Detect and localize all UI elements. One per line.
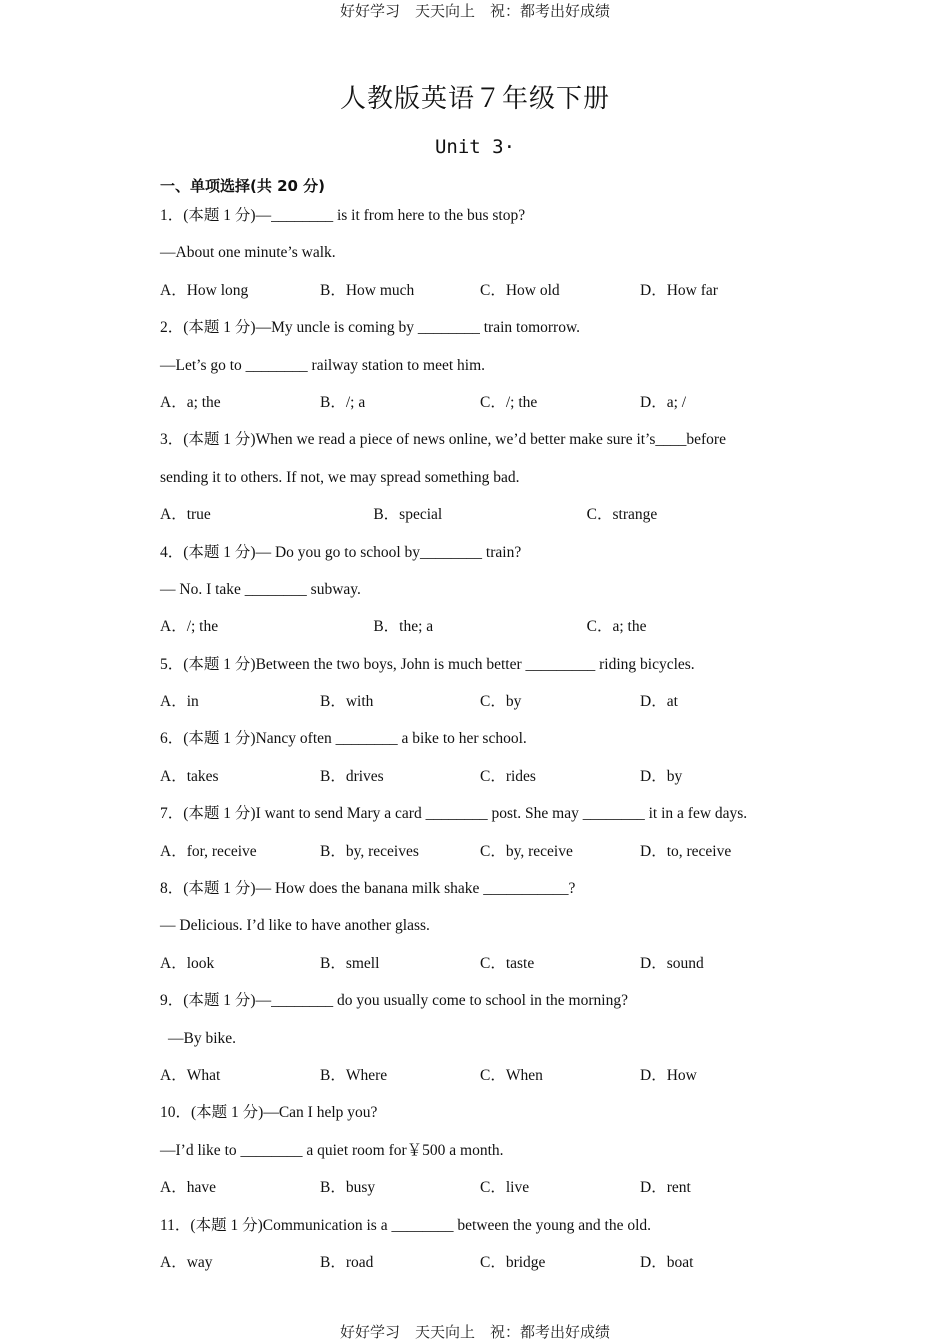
option-a: A．a; the: [160, 393, 221, 411]
option-c: C．/; the: [480, 393, 538, 411]
question-9: [160, 989, 800, 1101]
option-d: D．rent: [640, 1179, 691, 1197]
question-list: [160, 204, 800, 1288]
option-row: [160, 1176, 800, 1213]
question-text: —Let’s go to ________ railway station to meet him.: [160, 356, 486, 374]
question-text: 5．(本题 1 分)Between the two boys, John is much better _________ riding bicycles.: [160, 655, 695, 673]
page-footer: 好好学习 天天向上 祝：都考出好成绩: [339, 1323, 610, 1341]
document-title: 人教版英语７年级下册: [339, 84, 610, 114]
option-row: [160, 391, 800, 428]
question-2: [160, 316, 800, 428]
option-d: D．at: [640, 693, 678, 711]
option-b: B．by, receives: [320, 842, 419, 860]
question-text: 9．(本题 1 分)—________ do you usually come to school in the morning?: [160, 992, 628, 1010]
question-text: 4．(本题 1 分)— Do you go to school by________ train?: [160, 543, 522, 561]
option-row: [160, 690, 800, 727]
option-d: D．boat: [640, 1253, 694, 1271]
option-c: C．rides: [480, 767, 536, 785]
unit-subtitle: Unit 3·: [434, 136, 516, 158]
option-row: [160, 765, 800, 802]
question-text: 8．(本题 1 分)— How does the banana milk shake ___________?: [160, 880, 576, 898]
option-d: D．a; /: [640, 393, 687, 411]
option-b: B．busy: [320, 1179, 376, 1197]
option-b: B．with: [320, 693, 374, 711]
page-header: 好好学习 天天向上 祝：都考出好成绩: [339, 2, 610, 20]
question-text: 7．(本题 1 分)I want to send Mary a card ________ post. She may ________ it in a few days.: [160, 805, 748, 823]
option-row: [160, 503, 800, 540]
option-a: A．for, receive: [160, 842, 257, 860]
option-c: C．bridge: [480, 1253, 546, 1271]
option-d: D．sound: [640, 954, 704, 972]
option-c: C．strange: [586, 506, 658, 524]
option-b: B．the; a: [373, 618, 434, 636]
option-a: A．What: [160, 1066, 221, 1084]
question-10: [160, 1101, 800, 1213]
option-a: A．takes: [160, 767, 219, 785]
option-c: C．a; the: [586, 618, 647, 636]
question-text: —About one minute’s walk.: [160, 244, 336, 262]
question-text: —I’d like to ________ a quiet room for￥500 a month.: [160, 1141, 504, 1159]
question-11: [160, 1214, 800, 1289]
option-a: A．in: [160, 693, 199, 711]
question-text: 2．(本题 1 分)—My uncle is coming by ________ train tomorrow.: [160, 319, 581, 337]
section-title: 一、单项选择(共 20 分): [160, 177, 326, 195]
question-5: [160, 653, 800, 728]
option-row: [160, 279, 800, 316]
option-b: B．/; a: [320, 393, 366, 411]
question-6: [160, 727, 800, 802]
question-8: [160, 877, 800, 989]
option-row: [160, 1251, 800, 1288]
option-d: D．How: [640, 1066, 697, 1084]
option-d: D．How far: [640, 281, 718, 299]
question-text: sending it to others. If not, we may spread something bad.: [160, 468, 520, 486]
question-text: — Delicious. I’d like to have another glass.: [160, 917, 430, 935]
question-3: [160, 428, 800, 540]
question-text: 3．(本题 1 分)When we read a piece of news online, we’d better make sure it’s____before: [160, 431, 726, 449]
option-b: B．Where: [320, 1066, 388, 1084]
question-1: [160, 204, 800, 316]
option-b: B．smell: [320, 954, 380, 972]
option-row: [160, 1064, 800, 1101]
question-text: —By bike.: [168, 1029, 237, 1047]
question-text: 6．(本题 1 分)Nancy often ________ a bike to her school.: [160, 730, 527, 748]
option-b: B．How much: [320, 281, 415, 299]
option-c: C．taste: [480, 954, 535, 972]
option-d: D．to, receive: [640, 842, 732, 860]
option-c: C．by: [480, 693, 522, 711]
option-a: A．have: [160, 1179, 216, 1197]
option-c: C．How old: [480, 281, 560, 299]
question-text: 11．(本题 1 分)Communication is a ________ between the young and the old.: [160, 1216, 652, 1234]
option-b: B．special: [373, 506, 443, 524]
option-b: B．road: [320, 1253, 374, 1271]
option-row: [160, 615, 800, 652]
question-text: 10．(本题 1 分)—Can I help you?: [160, 1104, 378, 1122]
option-b: B．drives: [320, 767, 384, 785]
option-a: A．look: [160, 954, 215, 972]
option-a: A．way: [160, 1253, 213, 1271]
option-c: C．When: [480, 1066, 543, 1084]
question-text: — No. I take ________ subway.: [160, 580, 361, 598]
question-4: [160, 541, 800, 653]
option-a: A．How long: [160, 281, 249, 299]
option-d: D．by: [640, 767, 683, 785]
question-7: [160, 802, 800, 877]
option-a: A．/; the: [160, 618, 219, 636]
option-a: A．true: [160, 506, 211, 524]
option-c: C．by, receive: [480, 842, 573, 860]
option-c: C．live: [480, 1179, 530, 1197]
question-text: 1．(本题 1 分)—________ is it from here to the bus stop?: [160, 207, 526, 224]
option-row: [160, 952, 800, 989]
option-row: [160, 840, 800, 877]
